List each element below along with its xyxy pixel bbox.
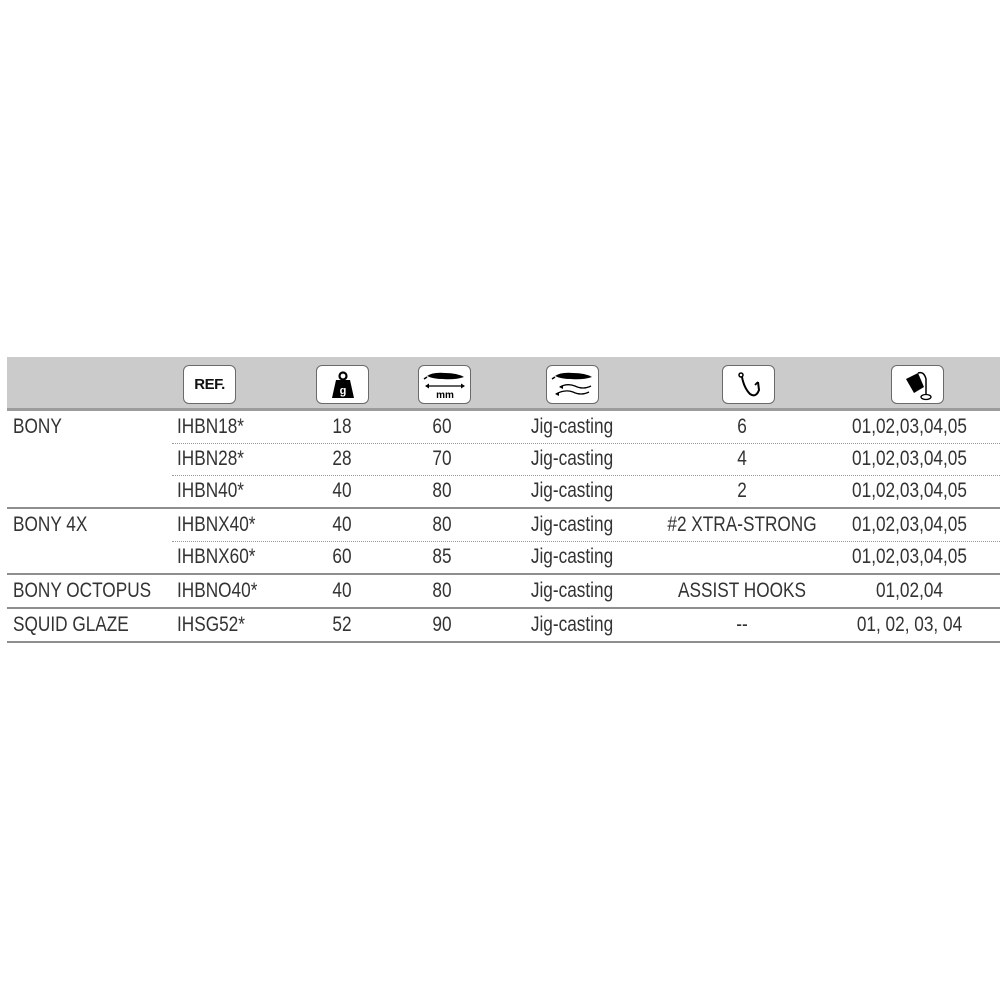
colors-value: 01, 02, 03, 04 [856,613,963,636]
hook-value: 2 [737,479,747,502]
colors-value: 01,02,03,04,05 [852,479,967,502]
length-value: 70 [432,447,452,470]
length-value: 80 [432,513,452,536]
table-row [7,541,1000,573]
product-group-squid-glaze [7,609,1000,643]
action-value: Jig-casting [530,447,614,470]
weight-value: 40 [332,513,352,536]
ref-header [183,365,236,404]
hook-icon [734,370,764,400]
model-name: BONY 4X [13,513,88,536]
action-value: Jig-casting [530,513,614,536]
swimming-action-icon [551,370,595,400]
length-value: 85 [432,545,452,568]
length-value: 60 [432,415,452,438]
action-value: Jig-casting [530,479,614,502]
weight-value: 60 [332,545,352,568]
length-icon [423,370,467,400]
ref-code: IHBN28* [177,447,244,470]
action-value: Jig-casting [530,613,614,636]
model-name: BONY [13,415,62,438]
hook-value [660,541,824,573]
colors-value: 01,02,03,04,05 [852,447,967,470]
action-value: Jig-casting [530,579,614,602]
hook-value: #2 XTRA-STRONG [667,513,817,536]
ref-code: IHSG52* [177,613,245,636]
product-spec-table [7,357,1000,643]
hook-value: 6 [737,415,747,438]
colors-header [891,365,944,404]
table-row [7,609,1000,641]
ref-code: IHBNO40* [177,579,258,602]
table-header [7,357,1000,411]
length-header [418,365,471,404]
table-row [7,475,1000,507]
ref-code: IHBN18* [177,415,244,438]
weight-value: 40 [332,579,352,602]
ref-code: IHBNX60* [177,545,256,568]
product-group-bony [7,411,1000,509]
model-name: SQUID GLAZE [13,613,129,636]
weight-value: 52 [332,613,352,636]
weight-value: 18 [332,415,352,438]
svg-text:mm: mm [435,389,454,400]
table-row [7,411,1000,443]
model-name: BONY OCTOPUS [13,579,152,602]
table-row [7,443,1000,475]
colors-value: 01,02,03,04,05 [852,545,967,568]
table-row [7,575,1000,607]
svg-text:g: g [339,384,346,397]
length-value: 80 [432,579,452,602]
weight-value: 40 [332,479,352,502]
weight-value: 28 [332,447,352,470]
action-value: Jig-casting [530,545,614,568]
colors-value: 01,02,03,04,05 [852,415,967,438]
ref-code: IHBNX40* [177,513,256,536]
action-header [546,365,599,404]
colors-value: 01,02,04 [875,579,944,602]
weight-header [316,365,369,404]
colors-value: 01,02,03,04,05 [852,513,967,536]
hook-value: 4 [737,447,747,470]
product-group-bony-4x [7,509,1000,575]
color-paint-icon [902,369,934,401]
length-value: 90 [432,613,452,636]
ref-label: REF. [194,376,225,393]
table-row [7,509,1000,541]
hook-value: -- [736,613,748,636]
hook-value: ASSIST HOOKS [678,579,806,602]
length-value: 80 [432,479,452,502]
action-value: Jig-casting [530,415,614,438]
ref-code: IHBN40* [177,479,244,502]
hook-header [722,365,775,404]
weight-icon [330,371,356,399]
product-group-bony-octopus [7,575,1000,609]
